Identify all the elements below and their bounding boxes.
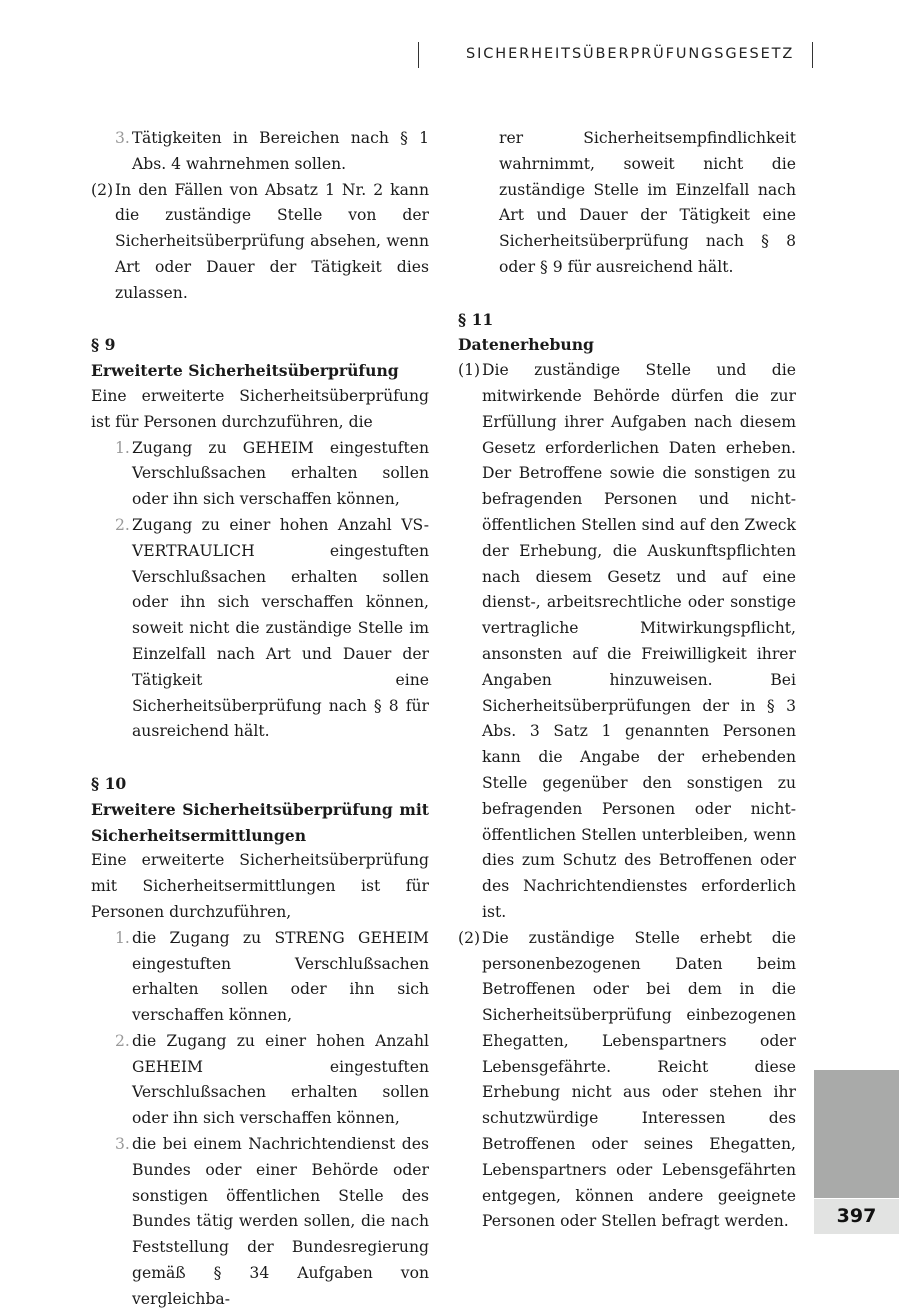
continued-text: rer Sicherheitsempfindlichkeit wahrnimmt, soweit nicht die zuständige Stelle im Einzelfall nach Art und Dauer der Tätigkeit eine Sicherheitsüberprüfung nach § 8 oder § 9 für ausreichend hält. <box>499 129 796 276</box>
running-title: SICHERHEITSÜBERPRÜFUNGSGESETZ <box>466 46 795 62</box>
paragraph-2 <box>91 178 429 307</box>
list-number: 3. <box>115 1135 130 1154</box>
paragraph-number: (2) <box>91 180 114 199</box>
left-column <box>91 126 429 1313</box>
paragraph-number: (1) <box>458 361 481 380</box>
page-number: 397 <box>814 1199 899 1234</box>
list-item <box>91 126 429 178</box>
list-text: Tätigkeiten in Bereichen nach § 1 Abs. 4 wahrnehmen sollen. <box>132 129 429 173</box>
header-rule-left <box>418 42 419 68</box>
list-number: 2. <box>115 1031 130 1050</box>
paragraph-1 <box>458 358 796 926</box>
paragraph-2 <box>458 926 796 1236</box>
list-text: die Zugang zu einer hohen Anzahl GEHEIM eingestuften Verschlußsachen erhalten sollen oder ihn sich verschaffen können, <box>132 1031 429 1128</box>
list-number: 2. <box>115 515 130 534</box>
paragraph-text: Die zuständige Stelle und die mitwirkende Behörde dürfen die zur Erfüllung ihrer Aufgaben nach diesem Gesetz erforderlichen Daten erheben. Der Betroffene sowie die sonstigen zu befragenden Personen und nicht-öffentlichen Stellen sind auf den Zweck der Erhebung, die Auskunftspflichten nach diesem Gesetz und auf eine dienst-, arbeitsrechtliche oder sonstige vertragliche Mitwirkungspflicht, ansonsten auf die Freiwilligkeit ihrer Angaben hinzuweisen. Bei Sicherheitsüberprüfungen der in § 3 Abs. 3 Satz 1 genannten Personen kann die Angabe der erhebenden Stelle gegenüber den sonstigen zu befragenden Personen oder nicht-öffentlichen Stellen unterbleiben, wenn dies zum Schutz des Betroffenen oder des Nachrichtendienstes erforderlich ist. <box>482 361 796 921</box>
list-item <box>91 1132 429 1313</box>
list-number: 1. <box>115 928 130 947</box>
paragraph-text: Die zuständige Stelle erhebt die personenbezogenen Daten beim Betroffenen oder bei dem in die Sicherheitsüberprüfung einbezogenen Ehegatten, Lebenspartners oder Lebensgefährte. Reicht diese Erhebung nicht aus oder stehen ihr schutzwürdige Interessen des Betroffenen oder seines Ehegatten, Lebenspartners oder Lebensgefährten entgegen, können andere geeignete Personen oder Stellen befragt werden. <box>482 928 796 1231</box>
list-text: Zugang zu GEHEIM eingestuften Verschlußsachen erhalten sollen oder ihn sich verschaffen können, <box>132 438 429 509</box>
section-intro-10: Eine erweiterte Sicherheitsüberprüfung mit Sicherheitsermittlungen ist für Personen durchzuführen, <box>91 851 429 921</box>
list-number: 1. <box>115 438 130 457</box>
right-column <box>458 126 796 1235</box>
list-text: Zugang zu einer hohen Anzahl VS-VERTRAULICH eingestuften Verschlußsachen erhalten sollen oder ihn sich verschaffen können, soweit nicht die zuständige Stelle im Einzelfall nach Art und Dauer der Tätigkeit eine Sicherheitsüberprüfung nach § 8 für ausreichend hält. <box>132 515 429 741</box>
list-number: 3. <box>115 129 130 147</box>
section-title-10: Erweitere Sicherheitsüberprüfung mit Sicherheitsermittlungen <box>91 799 429 845</box>
thumb-tab <box>814 1070 899 1198</box>
list-item <box>91 436 429 513</box>
list-item <box>91 513 429 745</box>
list-text: die bei einem Nachrichtendienst des Bundes oder einer Behörde oder sonstigen öffentlichen Stelle des Bundes tätig werden sollen, die nach Feststellung der Bundesregierung gemäß § 34 Aufgaben von vergleichba- <box>132 1135 429 1308</box>
paragraph-text: In den Fällen von Absatz 1 Nr. 2 kann die zuständige Stelle von der Sicherheitsüberprüfung absehen, wenn Art oder Dauer der Tätigkeit dies zulassen. <box>115 180 429 302</box>
paragraph-number: (2) <box>458 928 481 947</box>
list-item <box>91 926 429 1029</box>
section-number-11: § 11 <box>458 309 494 329</box>
list-text: die Zugang zu STRENG GEHEIM eingestuften Verschlußsachen erhalten sollen oder ihn sich verschaffen können, <box>132 928 429 1025</box>
section-intro-9: Eine erweiterte Sicherheitsüberprüfung ist für Personen durchzuführen, die <box>91 386 429 431</box>
section-title-9: Erweiterte Sicherheitsüberprüfung <box>91 361 399 381</box>
list-item <box>91 1029 429 1132</box>
section-title-11: Datenerhebung <box>458 335 594 355</box>
section-number-9: § 9 <box>91 335 116 355</box>
section-number-10: § 10 <box>91 773 127 793</box>
header-rule-right <box>812 42 813 68</box>
